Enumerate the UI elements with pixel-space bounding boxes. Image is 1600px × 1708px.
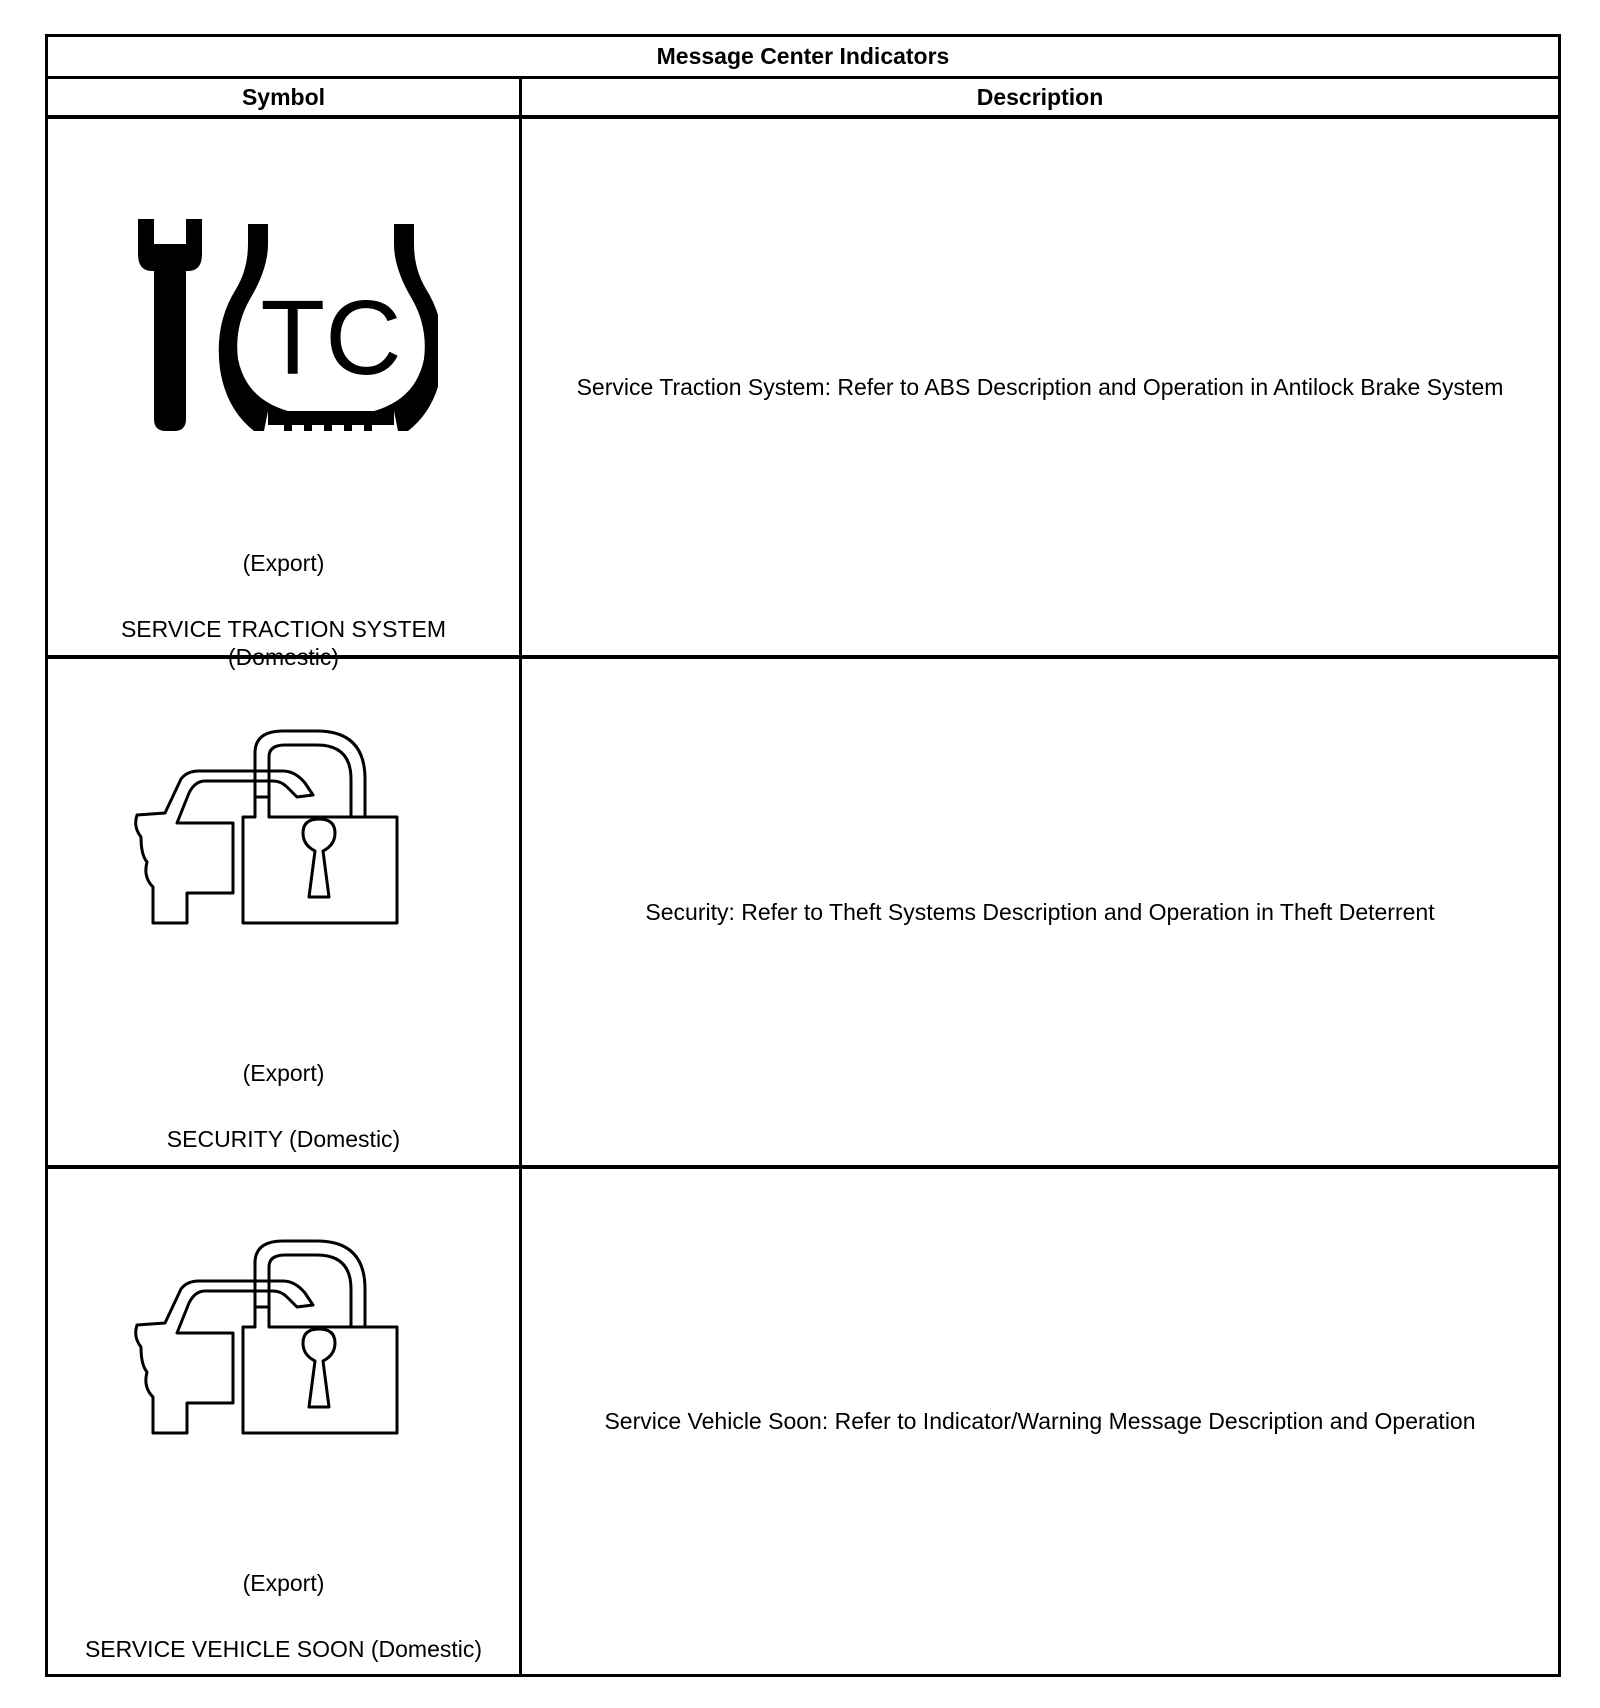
symbol-cell bbox=[48, 1169, 522, 1674]
description-cell: Service Vehicle Soon: Refer to Indicator/Warning Message Description and Operation bbox=[604, 1408, 1476, 1434]
domestic-label: SERVICE VEHICLE SOON (Domestic) bbox=[84, 1636, 483, 1662]
export-label: (Export) bbox=[242, 1570, 325, 1596]
export-label: (Export) bbox=[242, 1060, 325, 1086]
symbol-column-header: Symbol bbox=[48, 79, 522, 115]
table-row bbox=[48, 119, 1558, 670]
table-title: Message Center Indicators bbox=[48, 37, 1558, 79]
domestic-label: SERVICE TRACTION SYSTEM bbox=[120, 616, 447, 642]
export-label: (Export) bbox=[242, 550, 325, 576]
symbol-cell bbox=[48, 119, 522, 670]
table-row bbox=[48, 1169, 1558, 1674]
table-header-row bbox=[48, 79, 1558, 119]
domestic-label: SECURITY (Domestic) bbox=[166, 1126, 401, 1152]
service-vehicle-car-lock-icon bbox=[133, 1237, 423, 1457]
description-column-header: Description bbox=[976, 83, 1104, 110]
table-row bbox=[48, 659, 1558, 1169]
description-cell: Service Traction System: Refer to ABS Description and Operation in Antilock Brake System bbox=[576, 373, 1504, 400]
security-car-lock-icon bbox=[133, 727, 423, 947]
description-cell: Security: Refer to Theft Systems Description and Operation in Theft Deterrent bbox=[645, 898, 1435, 925]
symbol-cell bbox=[48, 659, 522, 1165]
service-traction-wrench-tc-icon bbox=[138, 199, 438, 439]
domestic-label-suffix: (Domestic) bbox=[227, 644, 340, 670]
message-center-indicators-table bbox=[45, 34, 1561, 1677]
svg-text:TC: TC bbox=[260, 279, 402, 397]
